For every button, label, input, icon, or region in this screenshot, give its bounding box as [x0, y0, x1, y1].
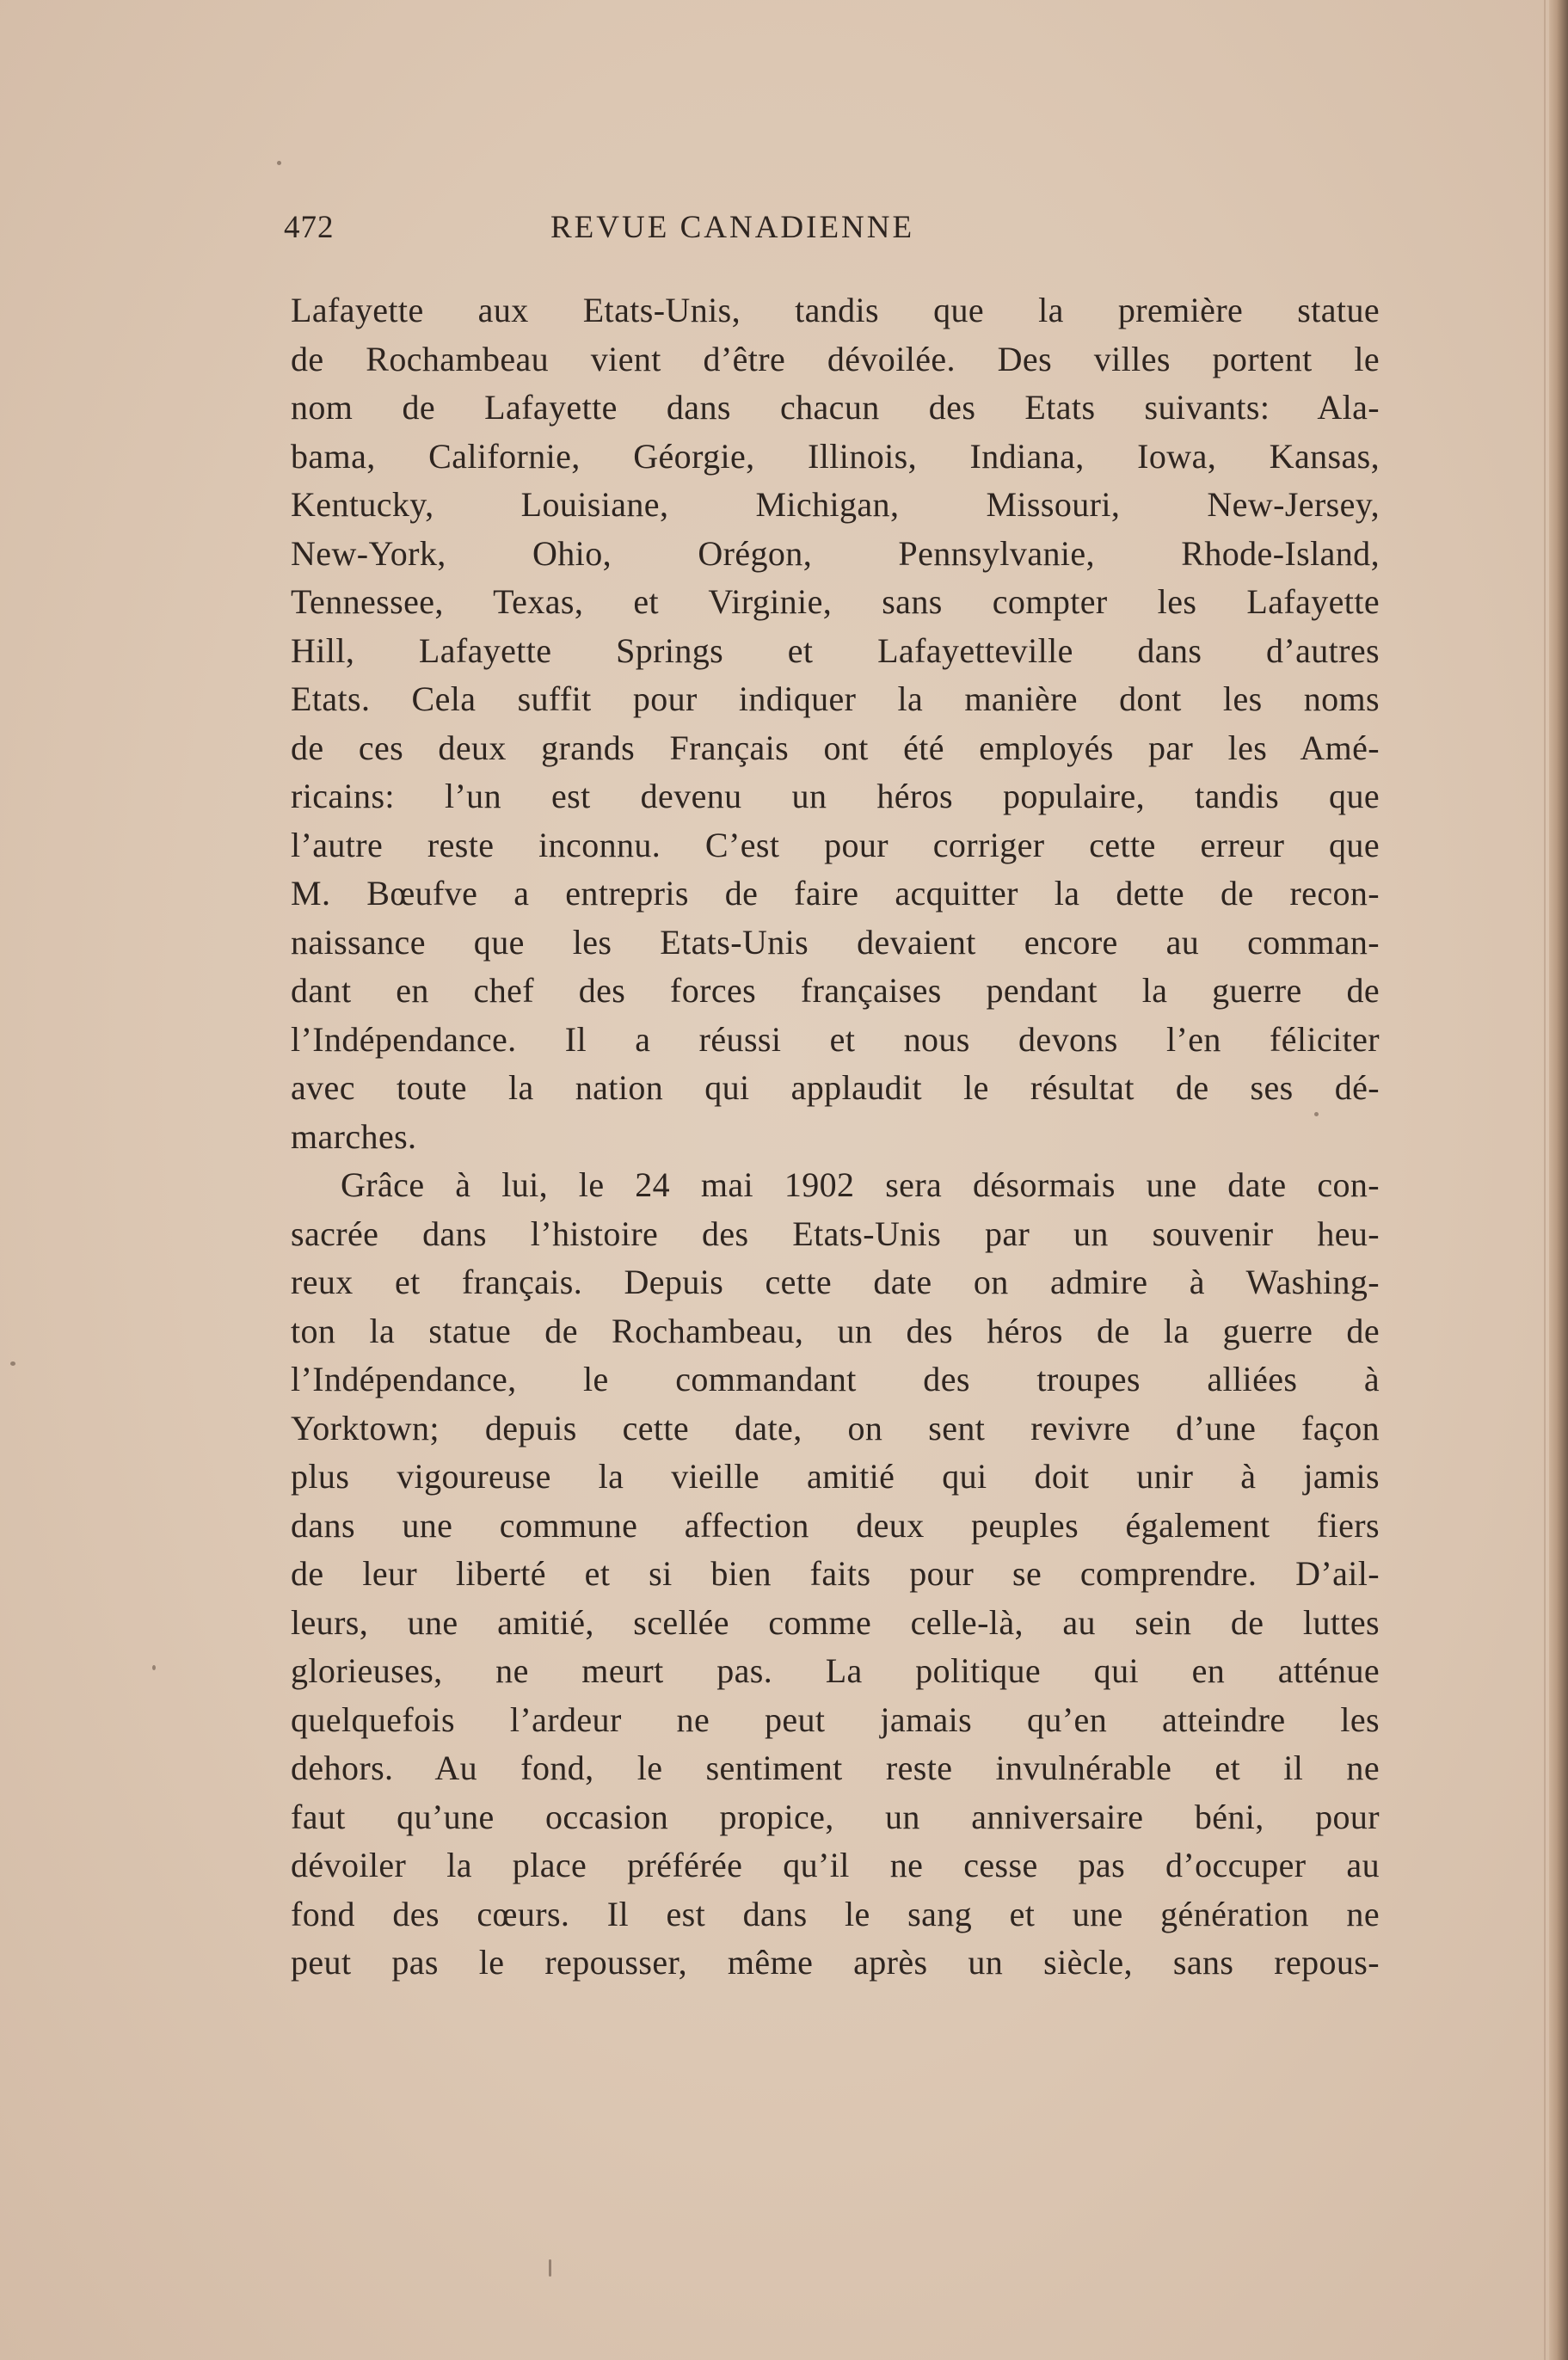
text-line: Grâce à lui, le 24 mai 1902 sera désormais une date con- — [341, 1165, 1380, 1204]
text-line: New-York, Ohio, Orégon, Pennsylvanie, Rhode-Island, — [291, 533, 1380, 573]
text-line: de ces deux grands Français ont été employés par les Amé- — [291, 728, 1380, 767]
running-head: REVUE CANADIENNE — [550, 210, 915, 245]
text-line: dehors. Au fond, le sentiment reste invulnérable et il ne — [291, 1748, 1380, 1787]
text-line: fond des cœurs. Il est dans le sang et une génération ne — [291, 1894, 1380, 1933]
text-line: marches. — [291, 1116, 417, 1156]
text-line: Hill, Lafayette Springs et Lafayetteville dans d’autres — [291, 630, 1380, 670]
page-edge-line — [1544, 0, 1546, 2360]
text-line: sacrée dans l’histoire des Etats-Unis par un souvenir heu- — [291, 1214, 1380, 1253]
text-line: Tennessee, Texas, et Virginie, sans compter les Lafayette — [291, 582, 1380, 621]
text-line: de Rochambeau vient d’être dévoilée. Des villes portent le — [291, 339, 1380, 378]
text-line: Yorktown; depuis cette date, on sent revivre d’une façon — [291, 1408, 1380, 1447]
text-line: l’autre reste inconnu. C’est pour corriger cette erreur que — [291, 825, 1380, 864]
paper-speck — [277, 161, 281, 165]
text-line: Etats. Cela suffit pour indiquer la manière dont les noms — [291, 679, 1380, 718]
text-line: dans une commune affection deux peuples également fiers — [291, 1505, 1380, 1545]
text-line: plus vigoureuse la vieille amitié qui doit unir à jamis — [291, 1457, 1380, 1496]
text-line: naissance que les Etats-Unis devaient encore au comman- — [291, 922, 1380, 962]
text-line: dévoiler la place préférée qu’il ne cesse pas d’occuper au — [291, 1846, 1380, 1884]
paper-speck — [1314, 1112, 1319, 1116]
text-line: nom de Lafayette dans chacun des Etats suivants: Ala- — [291, 388, 1380, 427]
text-line: bama, Californie, Géorgie, Illinois, Indiana, Iowa, Kansas, — [291, 436, 1380, 476]
text-line: M. Bœufve a entrepris de faire acquitter la dette de recon- — [291, 874, 1380, 913]
text-line: faut qu’une occasion propice, un anniversaire béni, pour — [291, 1797, 1380, 1836]
text-line: peut pas le repousser, même après un siècle, sans repous- — [291, 1943, 1380, 1982]
text-line: reux et français. Depuis cette date on admire à Washing- — [291, 1263, 1380, 1301]
page-header — [284, 209, 1058, 252]
paper-speck — [152, 1665, 156, 1670]
text-line: l’Indépendance, le commandant des troupes alliées à — [291, 1360, 1380, 1398]
text-line: ton la statue de Rochambeau, un des héros de la guerre de — [291, 1311, 1380, 1350]
text-line: leurs, une amitié, scellée comme celle-là, au sein de luttes — [291, 1602, 1380, 1642]
page-edge-shadow — [1549, 0, 1568, 2360]
text-line: quelquefois l’ardeur ne peut jamais qu’en atteindre les — [291, 1699, 1380, 1739]
text-line: Kentucky, Louisiane, Michigan, Missouri, New-Jersey, — [291, 485, 1380, 524]
paper-speck — [549, 2259, 551, 2277]
text-line: glorieuses, ne meurt pas. La politique qui en atténue — [291, 1651, 1380, 1690]
text-line: dant en chef des forces françaises pendant la guerre de — [291, 971, 1380, 1010]
text-line: ricains: l’un est devenu un héros populaire, tandis que — [291, 777, 1380, 815]
text-line: Lafayette aux Etats-Unis, tandis que la première statue — [291, 291, 1380, 329]
text-line: l’Indépendance. Il a réussi et nous devons l’en féliciter — [291, 1019, 1380, 1059]
text-line: avec toute la nation qui applaudit le résultat de ses dé- — [291, 1068, 1380, 1107]
body-text — [291, 286, 1380, 1988]
page-number: 472 — [284, 210, 335, 245]
paper-speck — [10, 1361, 15, 1366]
text-line: de leur liberté et si bien faits pour se comprendre. D’ail- — [291, 1554, 1380, 1593]
